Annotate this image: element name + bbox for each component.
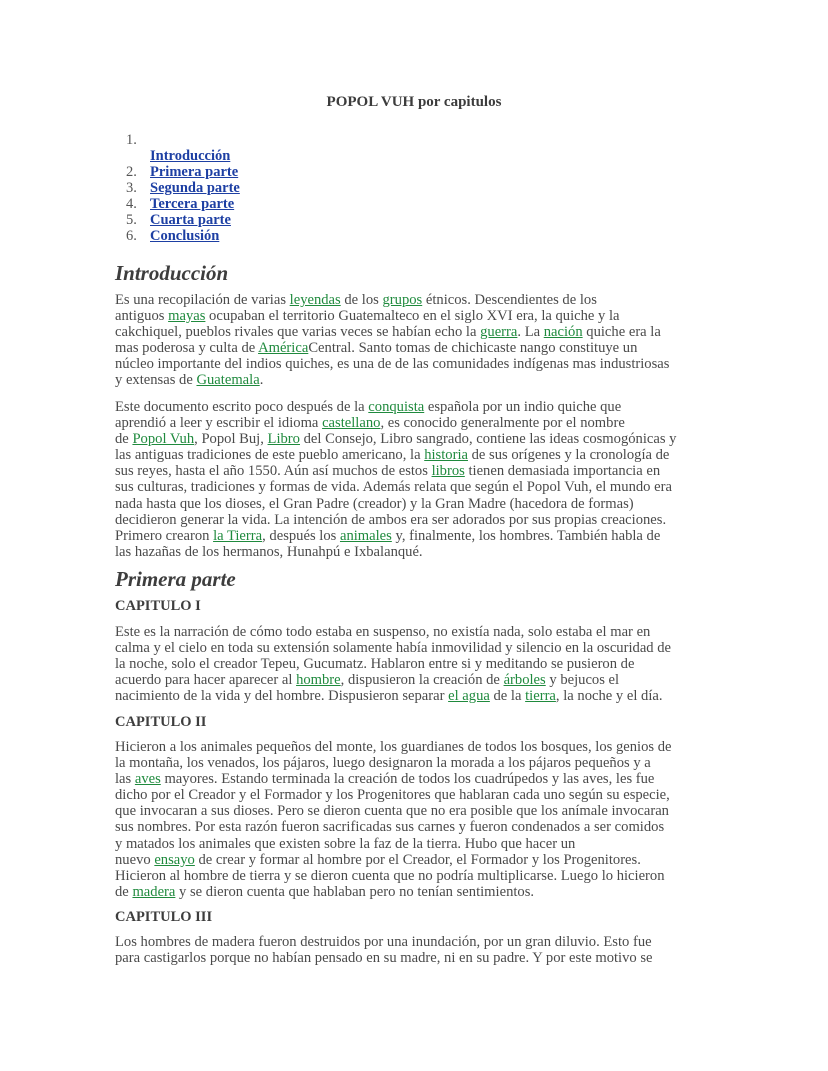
text-span: cakchiquel, pueblos rivales que varias veces se habían echo la (115, 324, 481, 341)
text-line (115, 324, 669, 340)
text-line (115, 819, 672, 835)
toc-item (126, 196, 240, 212)
toc-link-cuarta-parte[interactable]: Cuarta parte (150, 212, 231, 228)
text-span: tienen demasiada importancia en (464, 463, 661, 480)
text-span: decidieron generar la vida. La intención de ambos era ser adorados por sus propias creaciones. (115, 511, 667, 528)
inline-link[interactable]: leyendas (289, 292, 341, 308)
text-span: española por un indio quiche que (424, 399, 622, 415)
inline-link[interactable]: nación (543, 324, 583, 341)
toc-number: 6. (126, 228, 137, 244)
text-span: Hicieron a los animales pequeños del monte, los guardianes de todos los bosques, los genios de (115, 739, 672, 755)
paragraph (115, 934, 653, 966)
text-line (115, 356, 669, 372)
text-span: , después los (262, 527, 340, 544)
text-line (115, 544, 676, 560)
heading-capitulo-1: CAPITULO I (115, 598, 201, 614)
text-span: , la noche y el día. (555, 688, 663, 705)
toc-link-primera-parte[interactable]: Primera parte (150, 164, 239, 180)
text-span: núcleo importante del indios quiches, es una de de las comunidades indígenas mas industriosas (115, 356, 670, 373)
text-span: y se dieron cuenta que hablaban pero no tenían sentimientos. (175, 883, 535, 900)
text-span: y bejucos el (545, 672, 620, 689)
text-span: , es conocido generalmente por el nombre (380, 415, 625, 432)
toc-link-segunda-parte[interactable]: Segunda parte (150, 180, 240, 196)
text-span: quiche era la (582, 324, 661, 341)
inline-link[interactable]: aves (134, 771, 161, 788)
inline-link[interactable]: mayas (168, 308, 206, 325)
toc-number: 2. (126, 164, 137, 180)
text-span: Los hombres de madera fueron destruidos por una inundación, por un gran diluvio. Esto fue (115, 934, 652, 950)
text-line (115, 868, 672, 884)
heading-introduccion: Introducción (115, 261, 229, 285)
toc-number: 4. (126, 196, 137, 212)
text-span: y extensas de (115, 372, 197, 389)
text-span: Primero crearon (115, 527, 214, 544)
heading-capitulo-2: CAPITULO II (115, 714, 207, 730)
text-span: para castigarlos porque no habían pensado en su madre, ni en su padre. Y por este motivo se (115, 950, 653, 967)
text-line (115, 656, 671, 672)
text-span: de la (489, 688, 526, 705)
text-line (115, 934, 653, 950)
inline-link[interactable]: conquista (368, 399, 425, 415)
text-span: Central. Santo tomas de chichicaste nango constituye un (308, 340, 638, 357)
text-line (115, 688, 671, 704)
inline-link[interactable]: madera (132, 883, 176, 900)
toc-list (126, 132, 240, 244)
text-line (115, 640, 671, 656)
text-line (115, 479, 676, 495)
text-line (115, 787, 672, 803)
text-span: . (259, 372, 264, 389)
text-line (115, 372, 669, 388)
text-span: de (115, 431, 133, 448)
inline-link[interactable]: hombre (296, 672, 341, 689)
text-span: y, finalmente, los hombres. También habla de (391, 527, 661, 544)
text-span: étnicos. Descendientes de los (422, 292, 597, 308)
text-line (115, 463, 676, 479)
toc-item (126, 148, 240, 164)
paragraph (115, 292, 669, 389)
text-line (115, 431, 676, 447)
inline-link[interactable]: el agua (448, 688, 490, 705)
text-span: , Popol Buj, (194, 431, 268, 448)
text-span: Es una recopilación de varias (115, 292, 290, 308)
text-line (115, 852, 672, 868)
text-span: de sus orígenes y la cronología de (467, 447, 670, 464)
inline-link[interactable]: grupos (382, 292, 423, 308)
text-line (115, 771, 672, 787)
text-span: calma y el cielo en toda su extensión solamente había inmovilidad y silencio en la oscuridad de (115, 640, 672, 657)
text-span: Este documento escrito poco después de la (115, 399, 369, 415)
paragraph (115, 739, 672, 900)
text-span: sus culturas, tradiciones y formas de vida. Además relata que según el Popol Vuh, el mundo era (115, 479, 672, 496)
text-line (115, 739, 672, 755)
inline-link[interactable]: guerra (480, 324, 518, 341)
text-line (115, 292, 669, 308)
text-span: las antiguas tradiciones de este pueblo americano, la (115, 447, 425, 464)
text-line (115, 399, 676, 415)
text-line (115, 755, 672, 771)
inline-link[interactable]: animales (339, 527, 392, 544)
text-span: dicho por el Creador y el Formador y los Progenitores que hablaran cada uno según su especie, (115, 787, 670, 804)
text-span: sus reyes, hasta el año 1550. Aún así muchos de estos (115, 463, 432, 480)
text-span: sus nombres. Por esta razón fueron sacrificadas sus carnes y fueron condenados a ser comidos (115, 819, 665, 836)
text-span: Este es la narración de cómo todo estaba en suspenso, no existía nada, solo estaba el mar en (115, 624, 651, 640)
toc-link-introduccion[interactable]: Introducción (150, 148, 231, 164)
toc-link-conclusion[interactable]: Conclusión (150, 228, 220, 244)
text-span: que invocaran a sus dioses. Pero se dieron cuenta que no era posible que los anímale invocaran (115, 803, 669, 820)
text-span: ocupaban el territorio Guatemalteco en el siglo XVI era, la quiche y la (205, 308, 620, 325)
inline-link[interactable]: América (258, 340, 309, 357)
text-span: las hazañas de los hermanos, Hunahpú e Ixbalanqué. (115, 543, 423, 560)
heading-capitulo-3: CAPITULO III (115, 909, 213, 925)
paragraph (115, 624, 671, 704)
text-span: de crear y formar al hombre por el Creador, el Formador y los Progenitores. (194, 851, 641, 868)
text-line (115, 512, 676, 528)
text-line (115, 447, 676, 463)
inline-link[interactable]: ensayo (154, 851, 195, 868)
text-line (115, 308, 669, 324)
text-span: mas poderosa y culta de (115, 340, 259, 357)
text-span: antiguos (115, 308, 169, 325)
inline-link[interactable]: Libro (267, 431, 300, 448)
inline-link[interactable]: Guatemala (196, 372, 260, 389)
text-line (115, 340, 669, 356)
text-span: y matados los animales que existen sobre la faz de la tierra. Hubo que hacer un (115, 835, 576, 852)
toc-number: 3. (126, 180, 137, 196)
toc-item (126, 132, 240, 148)
text-line (115, 803, 672, 819)
inline-link[interactable]: tierra (525, 688, 556, 705)
text-line (115, 415, 676, 431)
text-line (115, 528, 676, 544)
text-line (115, 672, 671, 688)
text-span: nada hasta que los dioses, el Gran Padre (creador) y la Gran Madre (hacedora de formas) (115, 495, 634, 512)
inline-link[interactable]: árboles (503, 672, 546, 689)
toc-link-tercera-parte[interactable]: Tercera parte (150, 196, 235, 212)
inline-link[interactable]: castellano (322, 415, 381, 432)
text-span: Hicieron al hombre de tierra y se dieron cuenta que no podría multiplicarse. Luego lo hicieron (115, 867, 665, 884)
toc-number: 1. (126, 132, 137, 148)
text-span: del Consejo, Libro sangrado, contiene las ideas cosmogónicas y (299, 431, 677, 448)
inline-link[interactable]: Popol Vuh (132, 431, 195, 448)
text-span: , dispusieron la creación de (340, 672, 504, 689)
text-span: de (115, 883, 133, 900)
text-line (115, 624, 671, 640)
page-title: POPOL VUH por capitulos (326, 94, 502, 110)
text-span: nacimiento de la vida y del hombre. Dispusieron separar (115, 688, 449, 705)
text-span: la noche, solo el creador Tepeu, Gucumatz. Hablaron entre si y meditando se pusieron de (115, 656, 635, 673)
toc-item (126, 212, 240, 228)
heading-primera-parte: Primera parte (115, 567, 236, 591)
toc-item (126, 228, 240, 244)
text-span: nuevo (115, 851, 155, 868)
text-span: aprendió a leer y escribir el idioma (115, 415, 323, 432)
text-span: acuerdo para hacer aparecer al (115, 672, 297, 689)
text-span: las (115, 771, 135, 788)
text-line (115, 496, 676, 512)
toc-item (126, 164, 240, 180)
inline-link[interactable]: libros (431, 463, 465, 480)
text-line (115, 884, 672, 900)
text-line (115, 836, 672, 852)
text-span: mayores. Estando terminada la creación de todos los cuadrúpedos y las aves, les fue (160, 771, 655, 788)
text-span: de los (340, 292, 383, 308)
text-span: . La (517, 324, 544, 341)
toc-item (126, 180, 240, 196)
paragraph (115, 399, 676, 560)
inline-link[interactable]: historia (424, 447, 468, 464)
inline-link[interactable]: la Tierra (213, 527, 263, 544)
text-line (115, 950, 653, 966)
text-span: la montaña, los venados, los pájaros, luego designaron la morada a los pájaros pequeños y a (115, 755, 651, 772)
toc-number: 5. (126, 212, 137, 228)
